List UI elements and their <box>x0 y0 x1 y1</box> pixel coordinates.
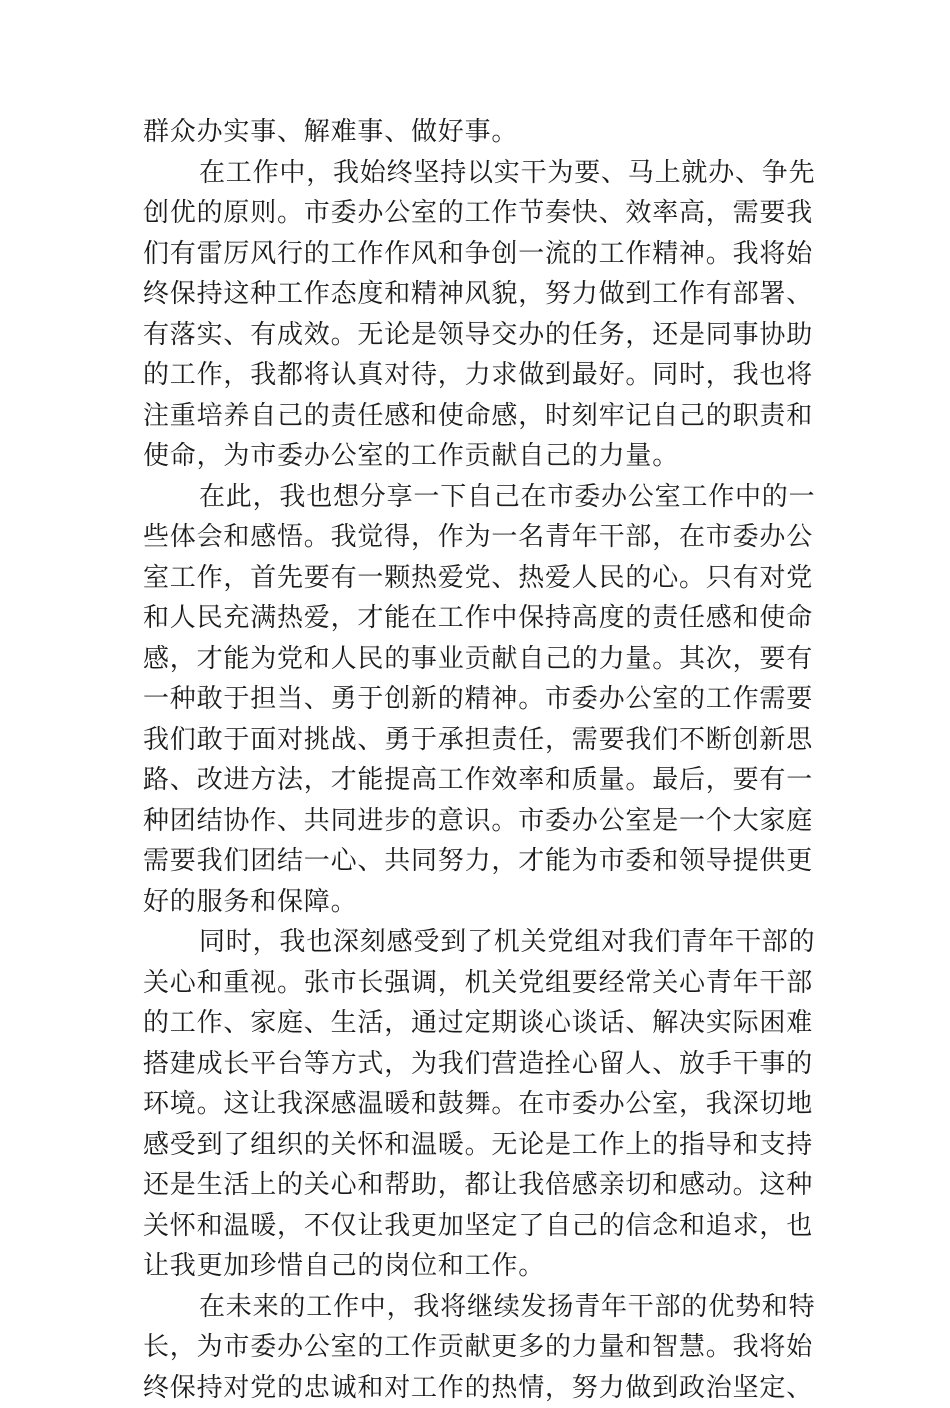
text-line: 些体会和感悟。我觉得，作为一名青年干部，在市委办公 <box>143 517 807 558</box>
text-line: 有落实、有成效。无论是领导交办的任务，还是同事协助 <box>143 315 807 356</box>
text-line: 搭建成长平台等方式，为我们营造拴心留人、放手干事的 <box>143 1044 807 1085</box>
text-line: 感，才能为党和人民的事业贡献自己的力量。其次，要有 <box>143 639 807 680</box>
text-line: 关怀和温暖，不仅让我更加坚定了自己的信念和追求，也 <box>143 1206 807 1247</box>
text-line: 还是生活上的关心和帮助，都让我倍感亲切和感动。这种 <box>143 1165 807 1206</box>
text-line: 在此，我也想分享一下自己在市委办公室工作中的一 <box>143 477 807 518</box>
text-line: 们有雷厉风行的工作作风和争创一流的工作精神。我将始 <box>143 234 807 275</box>
text-line: 室工作，首先要有一颗热爱党、热爱人民的心。只有对党 <box>143 558 807 599</box>
text-line: 感受到了组织的关怀和温暖。无论是工作上的指导和支持 <box>143 1125 807 1166</box>
text-line: 我们敢于面对挑战、勇于承担责任，需要我们不断创新思 <box>143 720 807 761</box>
text-line: 环境。这让我深感温暖和鼓舞。在市委办公室，我深切地 <box>143 1084 807 1125</box>
text-line: 长，为市委办公室的工作贡献更多的力量和智慧。我将始 <box>143 1327 807 1368</box>
text-line: 在工作中，我始终坚持以实干为要、马上就办、争先 <box>143 153 807 194</box>
text-line: 让我更加珍惜自己的岗位和工作。 <box>143 1246 807 1287</box>
text-line: 的工作、家庭、生活，通过定期谈心谈话、解决实际困难 <box>143 1003 807 1044</box>
text-line: 使命，为市委办公室的工作贡献自己的力量。 <box>143 436 807 477</box>
text-line: 和人民充满热爱，才能在工作中保持高度的责任感和使命 <box>143 598 807 639</box>
text-line: 种团结协作、共同进步的意识。市委办公室是一个大家庭 <box>143 801 807 842</box>
text-line: 需要我们团结一心、共同努力，才能为市委和领导提供更 <box>143 841 807 882</box>
text-line: 在未来的工作中，我将继续发扬青年干部的优势和特 <box>143 1287 807 1328</box>
text-line: 路、改进方法，才能提高工作效率和质量。最后，要有一 <box>143 760 807 801</box>
text-line: 关心和重视。张市长强调，机关党组要经常关心青年干部 <box>143 963 807 1004</box>
text-line: 的工作，我都将认真对待，力求做到最好。同时，我也将 <box>143 355 807 396</box>
text-line: 同时，我也深刻感受到了机关党组对我们青年干部的 <box>143 922 807 963</box>
text-line: 好的服务和保障。 <box>143 882 807 923</box>
text-line: 注重培养自己的责任感和使命感，时刻牢记自己的职责和 <box>143 396 807 437</box>
text-line: 终保持这种工作态度和精神风貌，努力做到工作有部署、 <box>143 274 807 315</box>
text-line: 一种敢于担当、勇于创新的精神。市委办公室的工作需要 <box>143 679 807 720</box>
text-line: 群众办实事、解难事、做好事。 <box>143 112 807 153</box>
text-line: 创优的原则。市委办公室的工作节奏快、效率高，需要我 <box>143 193 807 234</box>
text-line: 终保持对党的忠诚和对工作的热情，努力做到政治坚定、 <box>143 1368 807 1408</box>
document-page <box>143 112 807 1408</box>
